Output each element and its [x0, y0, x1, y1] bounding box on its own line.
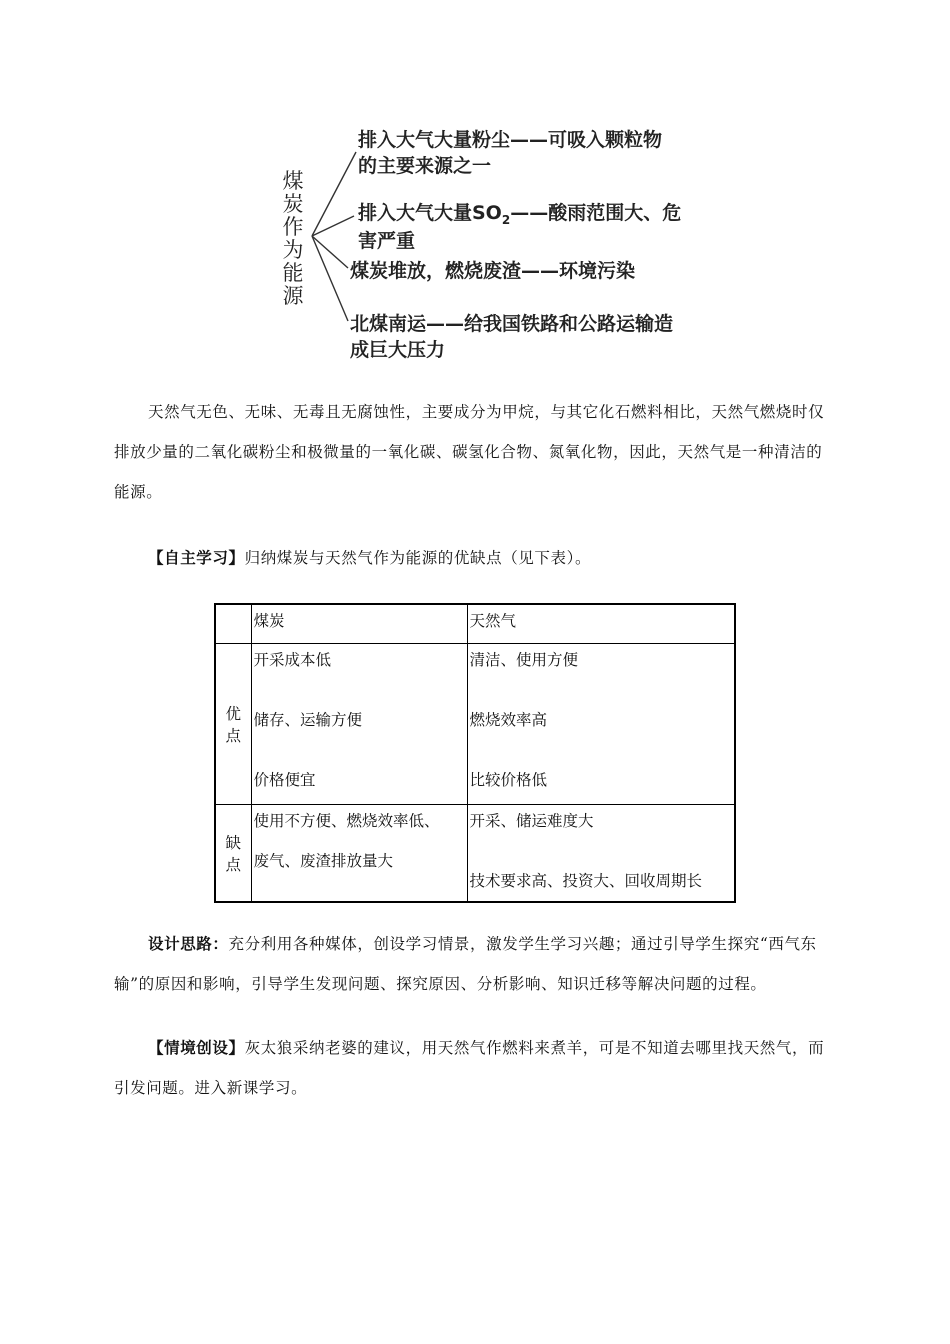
scenario-label: 【情境创设】 — [148, 1038, 245, 1057]
table-cell: 开采、储运难度大 — [469, 811, 594, 830]
self-study-label: 【自主学习】 — [148, 548, 245, 567]
design-idea-label: 设计思路： — [148, 934, 229, 953]
table-row-advantages — [215, 643, 735, 804]
branch-waste: 煤炭堆放，燃烧废渣——环境污染 — [350, 260, 636, 282]
table-header-row — [215, 604, 735, 643]
branch-transport: 北煤南运——给我国铁路和公路运输造 成巨大压力 — [350, 313, 674, 361]
table-cell: 比较价格低 — [469, 770, 548, 789]
table-cell: 使用不方便、燃烧效率低、 — [253, 811, 440, 830]
paragraph-self-study: 【自主学习】归纳煤炭与天然气作为能源的优缺点（见下表）。 — [148, 548, 592, 567]
table-cell: 清洁、使用方便 — [469, 650, 579, 669]
branch-line-3 — [312, 236, 348, 268]
table-cell: 废气、废渣排放量大 — [253, 851, 394, 870]
coal-energy-diagram — [270, 118, 740, 368]
table-cell: 技术要求高、投资大、回收周期长 — [469, 871, 703, 890]
paragraph-scenario: 【情境创设】灰太狼采纳老婆的建议，用天然气作燃料来煮羊，可是不知道去哪里找天然气，而引发问题。进入新课学习。 — [114, 1038, 825, 1097]
header-gas: 天然气 — [467, 604, 735, 643]
paragraph-natural-gas: 天然气无色、无味、无毒且无腐蚀性，主要成分为甲烷，与其它化石燃料相比，天然气燃烧时仅排放少量的二氧化碳粉尘和极微量的一氧化碳、碳氢化合物、氮氧化物，因此，天然气是一种清洁的能源。 — [114, 403, 825, 501]
table-row-disadvantages — [215, 804, 735, 902]
diagram-title: 煤炭作为能源 — [282, 169, 304, 308]
table-cell: 燃烧效率高 — [469, 710, 548, 729]
table-cell: 储存、运输方便 — [253, 710, 363, 729]
header-coal: 煤炭 — [251, 604, 467, 643]
branch-dust: 排入大气大量粉尘——可吸入颗粒物 的主要来源之一 — [358, 129, 663, 177]
branch-line-4 — [312, 236, 348, 321]
row-label-disadvantages: 缺点 — [215, 804, 251, 902]
branch-so2: 排入大气大量$SO_2——$酸雨范围大、危 害严重 — [358, 202, 682, 252]
table-cell: 价格便宜 — [253, 770, 316, 789]
comparison-table — [214, 603, 736, 903]
table-cell: 开采成本低 — [253, 650, 332, 669]
branch-line-1 — [312, 152, 356, 236]
paragraph-design-idea: 设计思路：充分利用各种媒体，创设学习情景，激发学生学习兴趣；通过引导学生探究“西气东输”的原因和影响，引导学生发现问题、探究原因、分析影响、知识迁移等解决问题的过程。 — [114, 934, 817, 993]
branch-line-2 — [312, 216, 354, 236]
row-label-advantages: 优点 — [215, 643, 251, 804]
